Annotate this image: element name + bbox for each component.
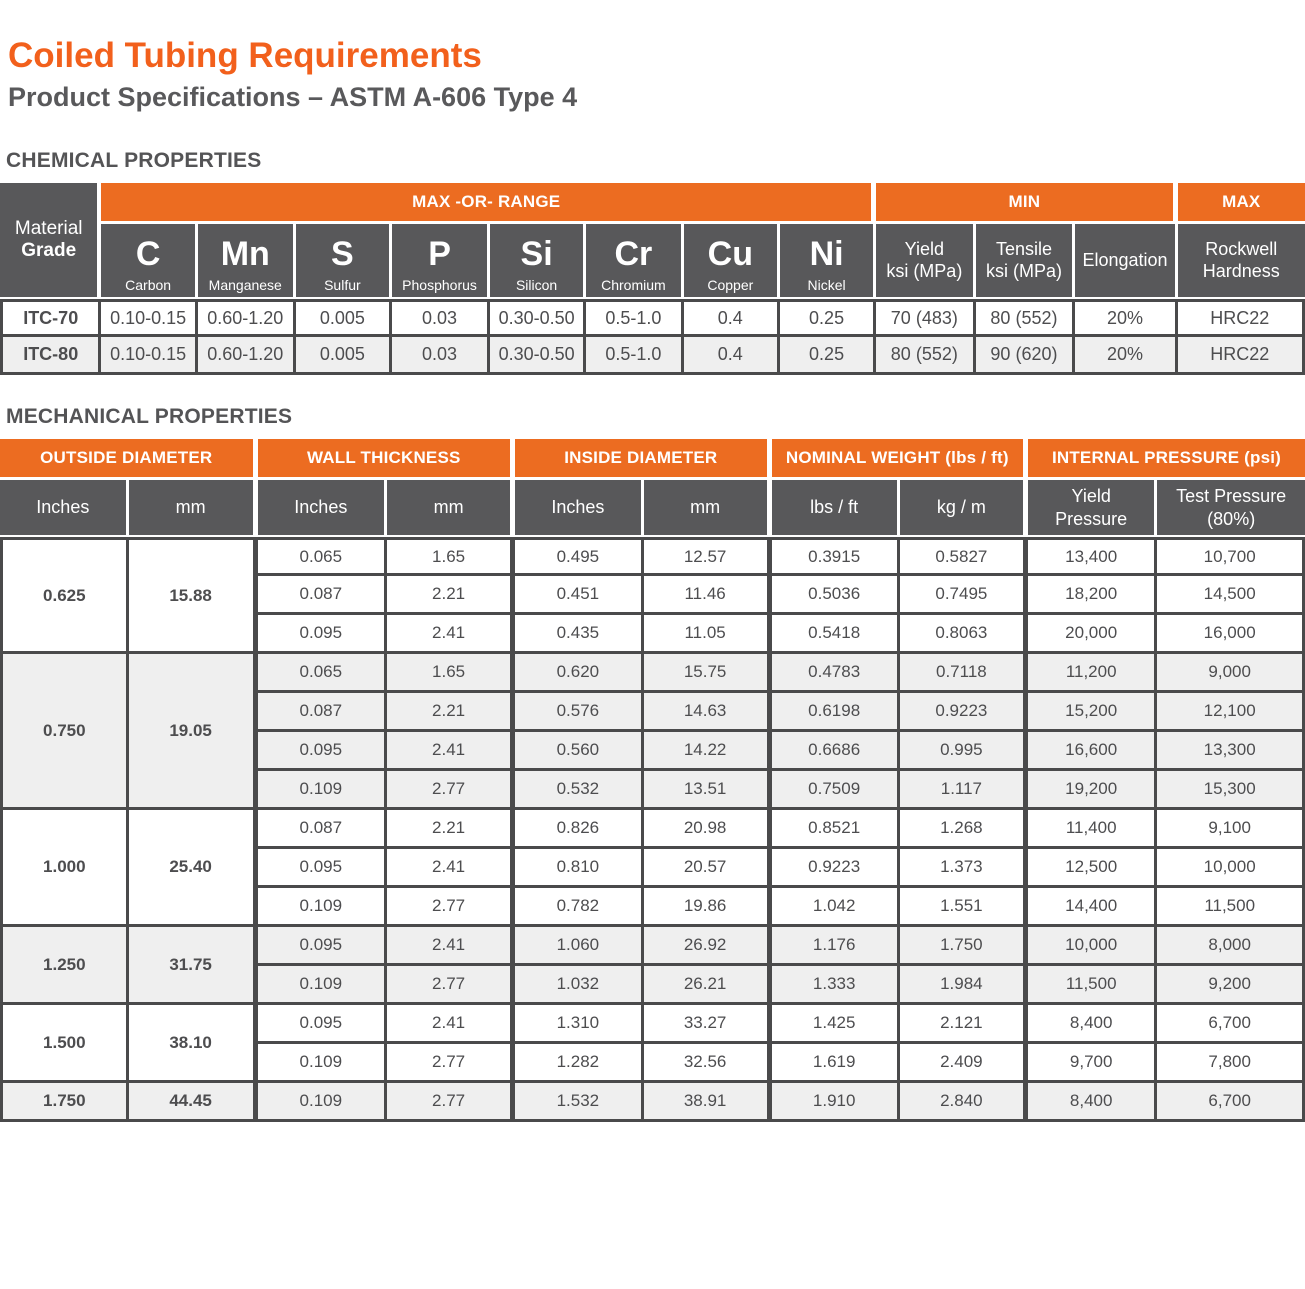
mechanical-table-row	[0, 537, 1305, 576]
outside-diameter-mm-cell: 25.40	[129, 810, 258, 927]
mechanical-value-cell: 9,200	[1157, 966, 1305, 1005]
outside-diameter-mm-cell: 31.75	[129, 927, 258, 1005]
mechanical-value-cell: 0.109	[258, 1083, 388, 1122]
mechanical-value-cell: 8,400	[1028, 1005, 1157, 1044]
mechanical-value-cell: 15,200	[1028, 693, 1157, 732]
material-grade-line2: Grade	[21, 240, 77, 262]
element-name: Copper	[707, 276, 754, 293]
mechanical-value-cell: 1.032	[515, 966, 644, 1005]
subheader-yield-pressure: Yield Pressure	[1028, 477, 1157, 537]
mechanical-value-cell: 11,500	[1028, 966, 1157, 1005]
mechanical-value-cell: 12.57	[644, 537, 772, 576]
element-symbol: Mn	[220, 234, 270, 273]
mechanical-value-cell: 1.551	[900, 888, 1028, 927]
mechanical-value-cell: 0.095	[258, 849, 388, 888]
element-name: Sulfur	[324, 276, 361, 293]
outside-diameter-inches-cell: 1.000	[0, 810, 129, 927]
mechanical-value-cell: 11,400	[1028, 810, 1157, 849]
band-max: MAX	[1178, 183, 1305, 221]
mechanical-properties-table	[0, 439, 1305, 1122]
element-name: Chromium	[601, 276, 666, 293]
mechanical-value-cell: 2.41	[387, 1005, 515, 1044]
mechanical-value-cell: 0.495	[515, 537, 644, 576]
stat-line2: ksi (MPa)	[886, 260, 963, 281]
element-header-sulfur	[296, 221, 392, 299]
mechanical-value-cell: 0.810	[515, 849, 644, 888]
mechanical-value-cell: 0.109	[258, 966, 388, 1005]
mechanical-value-cell: 2.21	[387, 576, 515, 615]
mechanical-value-cell: 2.77	[387, 1044, 515, 1083]
band-min: MIN	[876, 183, 1178, 221]
mechanical-value-cell: 0.095	[258, 732, 388, 771]
mechanical-value-cell: 0.5827	[900, 537, 1028, 576]
mechanical-value-cell: 1.042	[772, 888, 900, 927]
mechanical-value-cell: 0.620	[515, 654, 644, 693]
mechanical-value-cell: 9,100	[1157, 810, 1305, 849]
chemical-value-cell: 90 (620)	[976, 337, 1076, 375]
mechanical-value-cell: 10,700	[1157, 537, 1305, 576]
mechanical-value-cell: 0.9223	[900, 693, 1028, 732]
mechanical-value-cell: 33.27	[644, 1005, 772, 1044]
subheader-wt-inches: Inches	[258, 477, 388, 537]
element-name: Carbon	[125, 276, 172, 293]
mechanical-value-cell: 0.3915	[772, 537, 900, 576]
element-header-manganese	[198, 221, 296, 299]
mechanical-value-cell: 1.910	[772, 1083, 900, 1122]
mechanical-value-cell: 11,200	[1028, 654, 1157, 693]
outside-diameter-mm-cell: 44.45	[129, 1083, 258, 1122]
mechanical-value-cell: 1.333	[772, 966, 900, 1005]
outside-diameter-inches-cell: 1.500	[0, 1005, 129, 1083]
mechanical-band-row	[0, 439, 1305, 477]
mechanical-value-cell: 1.65	[387, 654, 515, 693]
chemical-value-cell: 70 (483)	[876, 299, 975, 337]
material-grade-cell: ITC-80	[0, 337, 101, 375]
element-symbol: Cr	[614, 234, 653, 273]
mechanical-value-cell: 11.46	[644, 576, 772, 615]
element-symbol: C	[135, 234, 161, 273]
mechanical-value-cell: 1.176	[772, 927, 900, 966]
chemical-value-cell: HRC22	[1178, 299, 1305, 337]
mechanical-value-cell: 19,200	[1028, 771, 1157, 810]
mechanical-value-cell: 6,700	[1157, 1005, 1305, 1044]
page-subtitle: Product Specifications – ASTM A-606 Type 4	[8, 81, 578, 112]
element-name: Silicon	[515, 276, 558, 293]
mechanical-value-cell: 8,000	[1157, 927, 1305, 966]
mechanical-value-cell: 11,500	[1157, 888, 1305, 927]
mechanical-value-cell: 13,300	[1157, 732, 1305, 771]
mechanical-value-cell: 0.8063	[900, 615, 1028, 654]
subheader-wt-mm: mm	[387, 477, 515, 537]
mechanical-value-cell: 1.425	[772, 1005, 900, 1044]
material-grade-cell: ITC-70	[0, 299, 101, 337]
mechanical-value-cell: 0.087	[258, 810, 388, 849]
element-symbol: S	[331, 234, 354, 273]
band-inside-diameter: INSIDE DIAMETER	[515, 439, 772, 477]
mechanical-value-cell: 14.22	[644, 732, 772, 771]
mechanical-value-cell: 0.782	[515, 888, 644, 927]
mechanical-value-cell: 0.826	[515, 810, 644, 849]
mechanical-value-cell: 14,400	[1028, 888, 1157, 927]
stat-line1: Rockwell	[1205, 239, 1278, 259]
chemical-value-cell: 0.30-0.50	[490, 299, 586, 337]
mechanical-value-cell: 2.21	[387, 810, 515, 849]
mechanical-value-cell: 2.41	[387, 732, 515, 771]
mechanical-table-row	[0, 1005, 1305, 1044]
band-internal-pressure: INTERNAL PRESSURE (psi)	[1028, 439, 1305, 477]
chemical-band-row	[0, 183, 1305, 221]
mechanical-value-cell: 20,000	[1028, 615, 1157, 654]
mechanical-value-cell: 0.9223	[772, 849, 900, 888]
chemical-value-cell: 0.30-0.50	[490, 337, 586, 375]
outside-diameter-inches-cell: 1.250	[0, 927, 129, 1005]
stat-header-rockwell	[1178, 221, 1305, 299]
outside-diameter-mm-cell: 38.10	[129, 1005, 258, 1083]
mechanical-value-cell: 0.095	[258, 1005, 388, 1044]
stat-line2: ksi (MPa)	[985, 260, 1062, 281]
chemical-table-row	[0, 337, 1305, 375]
element-header-silicon	[490, 221, 586, 299]
mechanical-value-cell: 0.532	[515, 771, 644, 810]
subheader-kg-m: kg / m	[900, 477, 1028, 537]
mechanical-value-cell: 12,500	[1028, 849, 1157, 888]
mechanical-value-cell: 1.373	[900, 849, 1028, 888]
mechanical-value-cell: 2.41	[387, 927, 515, 966]
material-grade-line1: Material	[14, 218, 83, 240]
mechanical-value-cell: 0.087	[258, 576, 388, 615]
mechanical-value-cell: 20.57	[644, 849, 772, 888]
chemical-value-cell: 0.5-1.0	[586, 299, 683, 337]
mechanical-value-cell: 2.41	[387, 615, 515, 654]
subheader-lbs-ft: lbs / ft	[772, 477, 900, 537]
element-header-copper	[684, 221, 780, 299]
mechanical-value-cell: 0.109	[258, 771, 388, 810]
mechanical-table-row	[0, 1083, 1305, 1122]
mechanical-value-cell: 0.095	[258, 615, 388, 654]
mechanical-value-cell: 0.5418	[772, 615, 900, 654]
mechanical-value-cell: 18,200	[1028, 576, 1157, 615]
mechanical-value-cell: 2.77	[387, 771, 515, 810]
mechanical-subheader-row	[0, 477, 1305, 537]
chemical-value-cell: 20%	[1075, 337, 1177, 375]
mechanical-value-cell: 20.98	[644, 810, 772, 849]
mechanical-value-cell: 1.532	[515, 1083, 644, 1122]
mechanical-value-cell: 0.7495	[900, 576, 1028, 615]
mechanical-value-cell: 1.117	[900, 771, 1028, 810]
chemical-section-heading: CHEMICAL PROPERTIES	[6, 149, 262, 173]
mechanical-value-cell: 13,400	[1028, 537, 1157, 576]
outside-diameter-mm-cell: 15.88	[129, 537, 258, 654]
mechanical-value-cell: 1.282	[515, 1044, 644, 1083]
mechanical-value-cell: 2.409	[900, 1044, 1028, 1083]
chemical-table-row	[0, 299, 1305, 337]
chemical-value-cell: 0.10-0.15	[101, 337, 197, 375]
mechanical-value-cell: 0.4783	[772, 654, 900, 693]
mechanical-value-cell: 16,600	[1028, 732, 1157, 771]
mechanical-section-heading: MECHANICAL PROPERTIES	[6, 405, 293, 429]
mechanical-value-cell: 0.995	[900, 732, 1028, 771]
element-name: Manganese	[208, 276, 282, 293]
stat-header-elongation	[1075, 221, 1177, 299]
mechanical-value-cell: 38.91	[644, 1083, 772, 1122]
mechanical-value-cell: 14.63	[644, 693, 772, 732]
chemical-value-cell: 0.25	[780, 337, 876, 375]
subheader-od-mm: mm	[129, 477, 258, 537]
mechanical-value-cell: 0.5036	[772, 576, 900, 615]
mechanical-value-cell: 0.109	[258, 1044, 388, 1083]
element-name: Phosphorus	[402, 276, 477, 293]
mechanical-value-cell: 12,100	[1157, 693, 1305, 732]
element-symbol: P	[428, 234, 451, 273]
mechanical-value-cell: 16,000	[1157, 615, 1305, 654]
mechanical-value-cell: 0.095	[258, 927, 388, 966]
mechanical-value-cell: 7,800	[1157, 1044, 1305, 1083]
material-grade-header	[0, 183, 101, 299]
mechanical-value-cell: 0.435	[515, 615, 644, 654]
mechanical-value-cell: 0.6198	[772, 693, 900, 732]
mechanical-value-cell: 9,700	[1028, 1044, 1157, 1083]
mechanical-value-cell: 2.77	[387, 966, 515, 1005]
chemical-value-cell: 20%	[1075, 299, 1177, 337]
chemical-value-cell: 0.005	[296, 299, 392, 337]
mechanical-value-cell: 0.6686	[772, 732, 900, 771]
mechanical-value-cell: 1.65	[387, 537, 515, 576]
mechanical-value-cell: 0.109	[258, 888, 388, 927]
chemical-value-cell: 80 (552)	[876, 337, 975, 375]
mechanical-value-cell: 0.8521	[772, 810, 900, 849]
mechanical-value-cell: 2.41	[387, 849, 515, 888]
outside-diameter-inches-cell: 1.750	[0, 1083, 129, 1122]
mechanical-value-cell: 26.92	[644, 927, 772, 966]
chemical-value-cell: 0.60-1.20	[198, 337, 296, 375]
mechanical-value-cell: 9,000	[1157, 654, 1305, 693]
subheader-id-inches: Inches	[515, 477, 644, 537]
chemical-value-cell: 0.4	[684, 299, 780, 337]
chemical-value-cell: 0.10-0.15	[101, 299, 197, 337]
mechanical-value-cell: 0.065	[258, 537, 388, 576]
outside-diameter-mm-cell: 19.05	[129, 654, 258, 810]
chemical-properties-table	[0, 183, 1305, 375]
mechanical-value-cell: 32.56	[644, 1044, 772, 1083]
mechanical-table-row	[0, 654, 1305, 693]
page-title: Coiled Tubing Requirements	[8, 36, 482, 75]
subheader-id-mm: mm	[644, 477, 772, 537]
subheader-od-inches: Inches	[0, 477, 129, 537]
mechanical-value-cell: 10,000	[1028, 927, 1157, 966]
mechanical-value-cell: 1.984	[900, 966, 1028, 1005]
mechanical-value-cell: 0.7118	[900, 654, 1028, 693]
mechanical-value-cell: 0.576	[515, 693, 644, 732]
mechanical-value-cell: 6,700	[1157, 1083, 1305, 1122]
mechanical-value-cell: 13.51	[644, 771, 772, 810]
band-outside-diameter: OUTSIDE DIAMETER	[0, 439, 258, 477]
mechanical-value-cell: 1.619	[772, 1044, 900, 1083]
chemical-value-cell: 0.60-1.20	[198, 299, 296, 337]
element-symbol: Si	[520, 234, 553, 273]
mechanical-value-cell: 11.05	[644, 615, 772, 654]
mechanical-value-cell: 2.77	[387, 888, 515, 927]
mechanical-table-row	[0, 810, 1305, 849]
element-header-chromium	[586, 221, 683, 299]
mechanical-value-cell: 1.750	[900, 927, 1028, 966]
mechanical-value-cell: 0.451	[515, 576, 644, 615]
chemical-value-cell: 0.005	[296, 337, 392, 375]
mechanical-value-cell: 2.840	[900, 1083, 1028, 1122]
mechanical-value-cell: 2.21	[387, 693, 515, 732]
chemical-value-cell: 0.4	[684, 337, 780, 375]
mechanical-value-cell: 2.121	[900, 1005, 1028, 1044]
mechanical-value-cell: 15.75	[644, 654, 772, 693]
mechanical-value-cell: 8,400	[1028, 1083, 1157, 1122]
mechanical-value-cell: 26.21	[644, 966, 772, 1005]
chemical-value-cell: 0.03	[392, 337, 490, 375]
mechanical-value-cell: 1.310	[515, 1005, 644, 1044]
element-header-nickel	[780, 221, 876, 299]
stat-header-yield	[876, 221, 975, 299]
band-wall-thickness: WALL THICKNESS	[258, 439, 516, 477]
chemical-subheader-row	[0, 221, 1305, 299]
chemical-value-cell: HRC22	[1178, 337, 1305, 375]
mechanical-value-cell: 15,300	[1157, 771, 1305, 810]
mechanical-value-cell: 14,500	[1157, 576, 1305, 615]
mechanical-value-cell: 1.268	[900, 810, 1028, 849]
stat-line2: Elongation	[1082, 249, 1168, 270]
element-header-carbon	[101, 221, 197, 299]
element-symbol: Cu	[707, 234, 753, 273]
stat-header-tensile	[976, 221, 1076, 299]
band-nominal-weight: NOMINAL WEIGHT (lbs / ft)	[772, 439, 1028, 477]
stat-line2: Hardness	[1202, 260, 1280, 281]
subheader-test-pressure: Test Pressure (80%)	[1157, 477, 1305, 537]
chemical-value-cell: 0.25	[780, 299, 876, 337]
stat-line1: Yield	[904, 239, 944, 259]
mechanical-value-cell: 2.77	[387, 1083, 515, 1122]
mechanical-value-cell: 1.060	[515, 927, 644, 966]
mechanical-table-row	[0, 927, 1305, 966]
mechanical-value-cell: 10,000	[1157, 849, 1305, 888]
band-max-or-range: MAX -OR- RANGE	[101, 183, 876, 221]
mechanical-value-cell: 0.7509	[772, 771, 900, 810]
chemical-value-cell: 0.03	[392, 299, 490, 337]
element-header-phosphorus	[392, 221, 490, 299]
stat-line1: Tensile	[995, 239, 1052, 259]
outside-diameter-inches-cell: 0.750	[0, 654, 129, 810]
outside-diameter-inches-cell: 0.625	[0, 537, 129, 654]
mechanical-value-cell: 19.86	[644, 888, 772, 927]
chemical-value-cell: 0.5-1.0	[586, 337, 683, 375]
mechanical-value-cell: 0.087	[258, 693, 388, 732]
mechanical-value-cell: 0.560	[515, 732, 644, 771]
element-symbol: Ni	[809, 234, 844, 273]
chemical-value-cell: 80 (552)	[976, 299, 1076, 337]
element-name: Nickel	[807, 276, 846, 293]
mechanical-value-cell: 0.065	[258, 654, 388, 693]
